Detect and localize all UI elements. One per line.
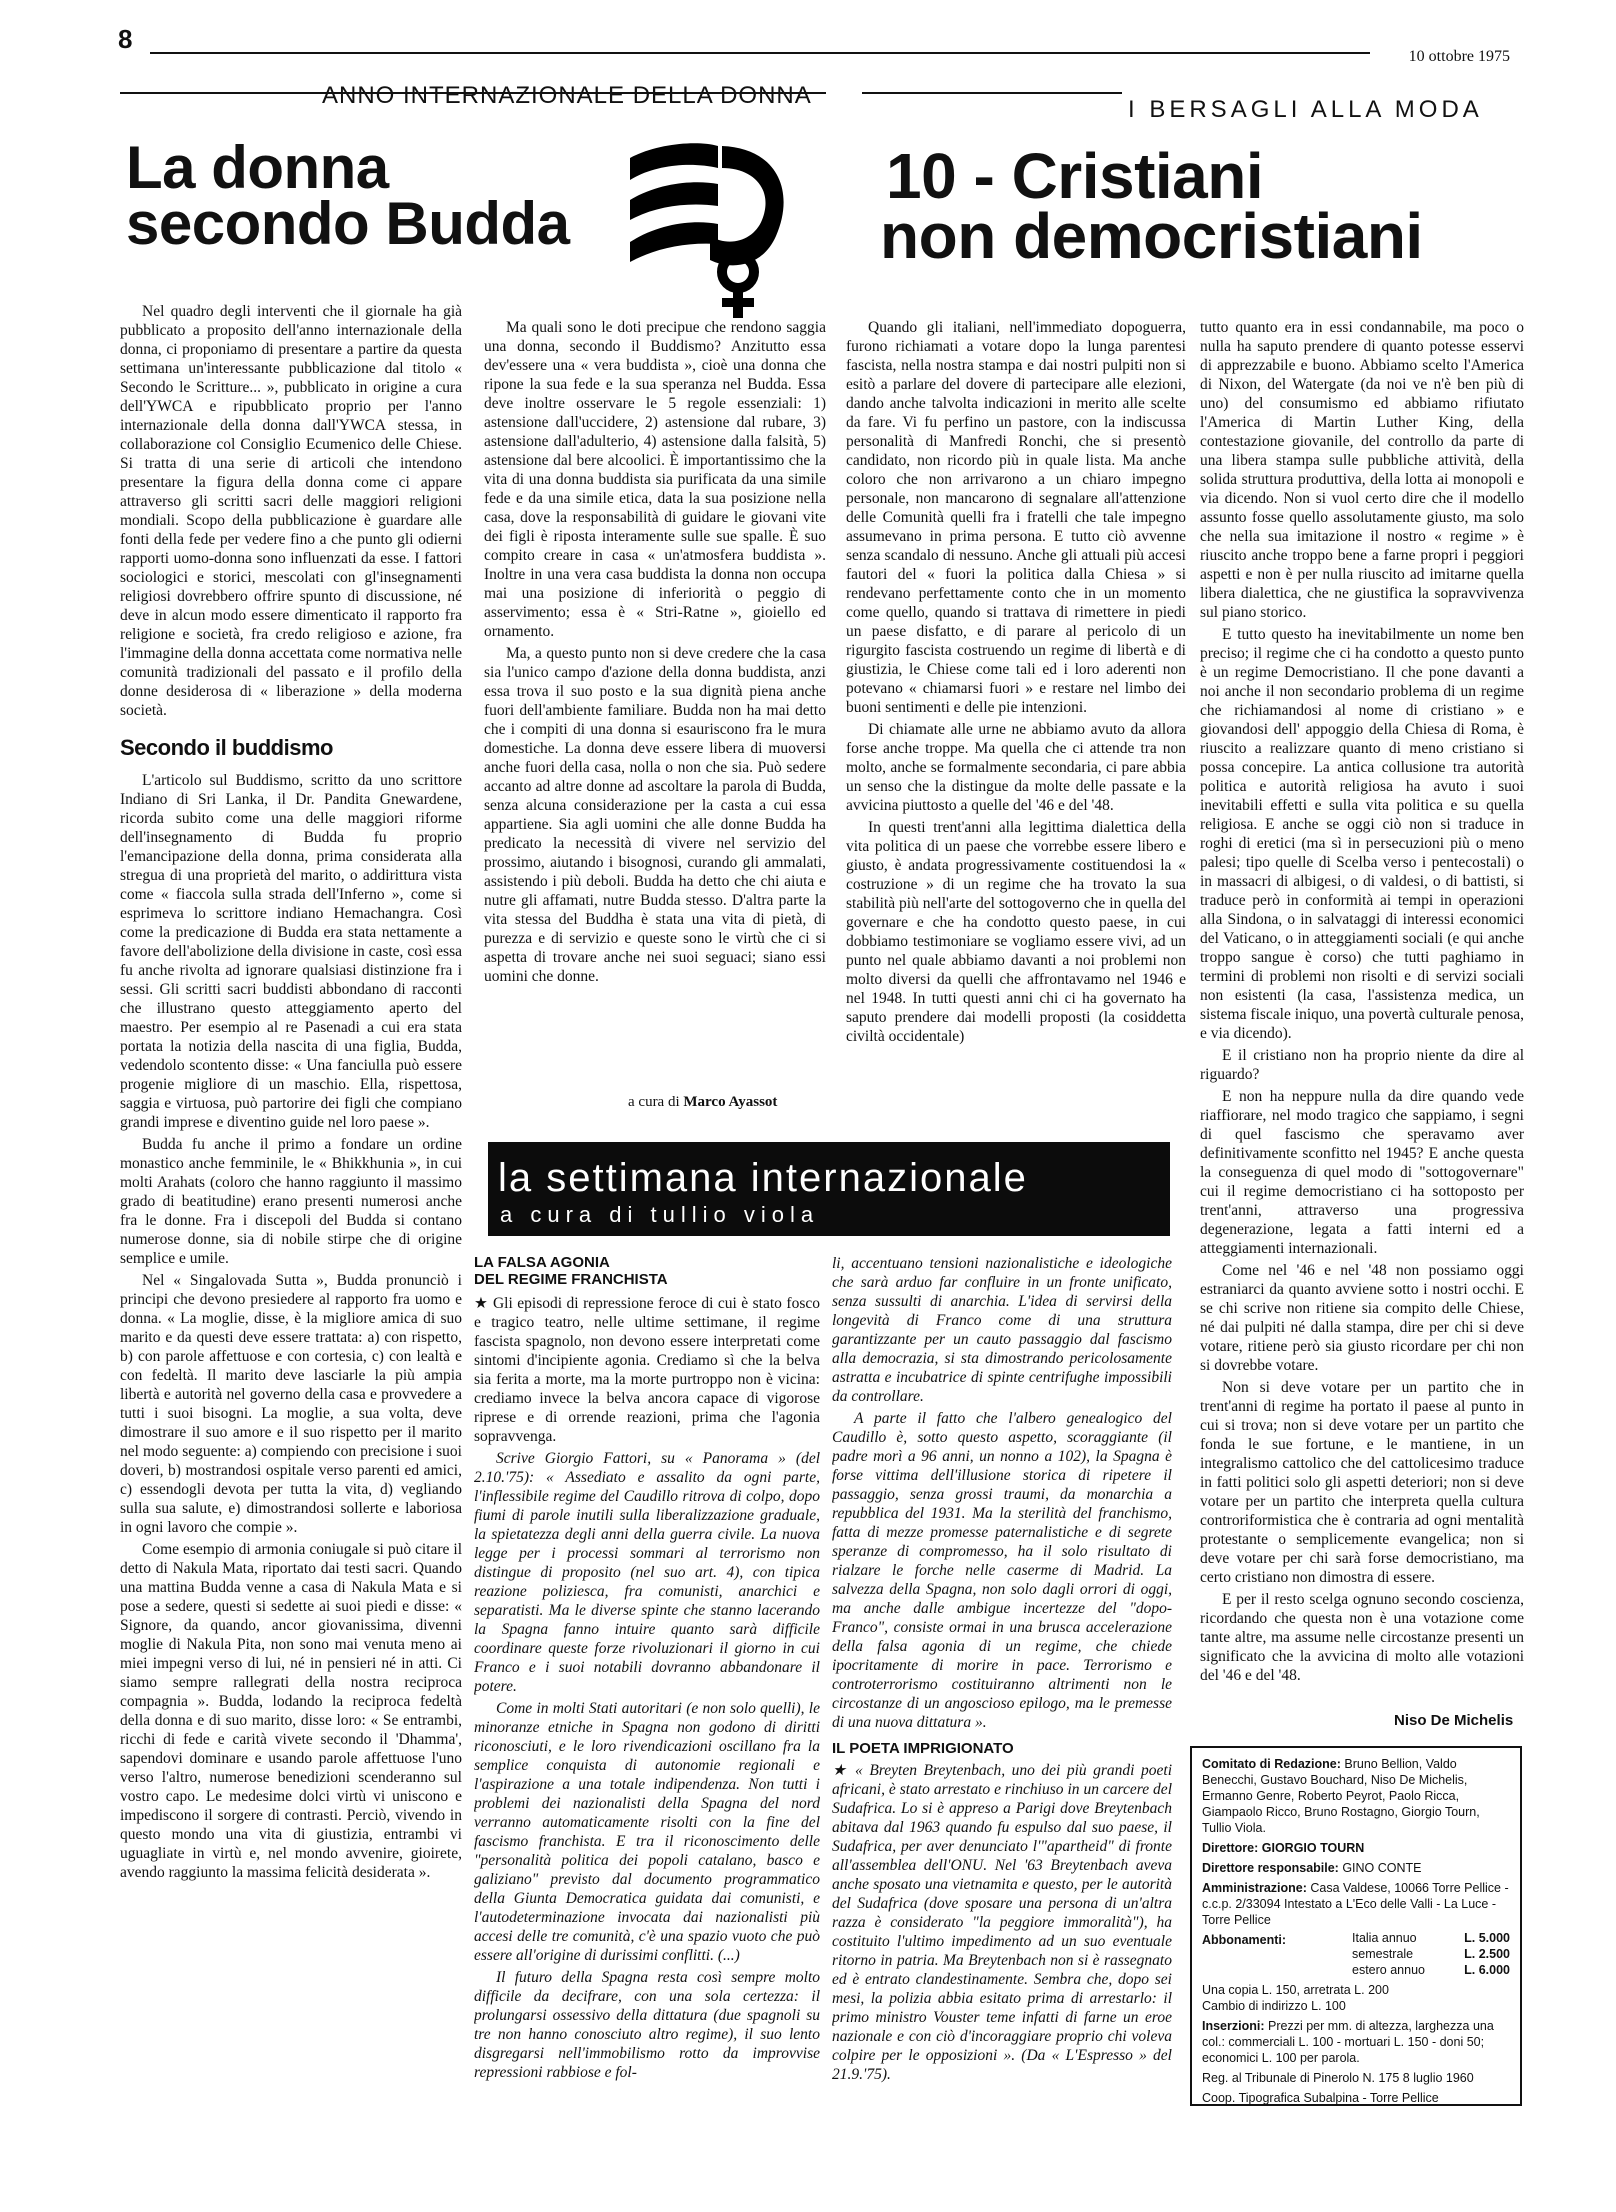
abb-row xyxy=(1202,1962,1510,1978)
women-year-logo-icon xyxy=(626,140,796,320)
direttore-name: GIORGIO TOURN xyxy=(1261,1841,1365,1855)
inserzioni xyxy=(1202,2018,1510,2066)
top-rule xyxy=(150,52,1370,54)
body-paragraph: E non ha neppure nulla da dire quando vede riaffiorare, nel modo tragico che sappiamo, i segni di quel fascismo che speravamo aver definitivamente sconfitto nel 1945? E anche questa la conseguenza di quel modo di "sottogovernare" cui il regime democristiano ci ha sottoposto per trent'anni, attraverso una progressiva degenerazione, legata a fatti interni ed a atteggiamenti internazionali. xyxy=(1200,1088,1524,1257)
body-paragraph: ★ Gli episodi di repressione feroce di cui è stato fosco e tragico teatro, nelle ultime settimane, il regime fascista spagnolo, non devono essere interpretati come sintomi d'incipiente agonia. Crediamo sì che la belva sia ferita a morte, ma la morte purtroppo non è vicina: crediamo invece la belva ancora capace di vigorose riprese e di orrende reazioni, prima che l'agonia sopravvenga. xyxy=(474,1295,820,1445)
credit-prefix: a cura di xyxy=(628,1094,680,1110)
abb-row-price: L. 2.500 xyxy=(1464,1947,1510,1961)
amm-label: Amministrazione: xyxy=(1202,1881,1307,1895)
abb-row-label: estero annuo xyxy=(1352,1963,1425,1977)
body-paragraph: Scrive Giorgio Fattori, su « Panorama » (del 2.10.'75): « Assediato e assalito da ogni parte, l'inflessibile regime del Caudillo ritrova di colpo, dopo fiumi di parole inutili sulla liberalizzazione graduale, la spietatezza degli anni della guerra civile. La nuova legge per i processi sommari al terrorismo non distingue di proposito (nel suo art. 4), con tipica reazione poliziesca, fra comunisti, anarchici e separatisti. Ma le diverse spinte che stanno lacerando la Spagna fanno intuire quanto sarà difficile coordinare queste forze rivoluzionari il giorno in cui Franco e i suoi notabili dovranno abbandonare il potere. xyxy=(474,1450,820,1695)
body-paragraph: E il cristiano non ha proprio niente da dire al riguardo? xyxy=(1200,1047,1524,1083)
ins-label: Inserzioni: xyxy=(1202,2019,1265,2033)
article3-heading xyxy=(474,1254,820,1288)
body-paragraph: In questi trent'anni alla legittima dialettica della vita politica di un paese che vorrebbe essere libero e giusto, è andata progressivamente costituendosi la « costruzione » di un regime che ha trovato la sua stabilità più nell'arte del sottogoverno che in quella del governare e che ha condotto questo paese, in cui dobbiamo testimoniare se vogliamo essere vivi, ad un punto nel quale abbiamo davanti a noi problemi non molto diversi da quelli che affrontavamo nel 1946 e nel 1948. In tutti questi anni chi ci ha governato ha saputo prendere dai modelli proposti (la cosiddetta civiltà occidentale) xyxy=(846,819,1186,1045)
body-paragraph: Come in molti Stati autoritari (e non solo quelli), le minoranze etniche in Spagna non godono di diritti riconosciuti, e le loro rivendicazioni oscillano fra la semplice conquista di autonomie regionali e l'aspirazione a una totale indipendenza. Non tutti i problemi dei nazionalisti della Spagna del nord verranno automaticamente risolti con la fine del fascismo franchista. E tra il riconoscimento delle "personalità politica dei popoli catalano, basco e galiziano" previsto dal documento programmatico della Giunta Democratica guidata dai comunisti, e l'autodeterminazione invocata dai nazionalisti più accesi delle tre comunità, c'è una spazio vuoto che può essere all'origine di durissimi conflitti. (...) xyxy=(474,1700,820,1964)
article1-credit xyxy=(628,1094,777,1111)
amm-text: Casa Valdese, 10066 Torre Pellice - c.c.p. 2/33094 Intestato a L'Eco delle Valli - La Luce - Torre Pellice xyxy=(1202,1881,1509,1927)
poet-heading: IL POETA IMPRIGIONATO xyxy=(832,1740,1014,1757)
body-paragraph: Come esempio di armonia coniugale si può citare il detto di Nakula Mata, riportato dai testi sacri. Quando una mattina Budda venne a casa di Nakula Mata e si pose a sedere, questi si sedette ai suoi piedi e disse: « Signore, da quando, ancor giovanissima, divenni moglie di Nakula Pita, non sono mai venuta meno ai miei impegni verso di lui, né in pensieri né in atti. Ci siamo sempre rallegrati della nostra reciproca compagnia ». Budda, lodando la reciproca fedeltà della donna e di suo marito, disse loro: « Se entrambi, ricchi di fede e carità vivete secondo il 'Dhamma', sapendovi dominare e usando parole affettuose l'uno verso l'altro, numerose benedizioni scenderanno sul vostro capo. Le medesime dolci virtù vi uniscono e impediscono il sorgere di contrasti. Perciò, vivendo in questo mondo una vita di giustizia, entrambi vi uguagliate in virtù e, nel mondo avvenire, gioirete, avendo raggiunto la massima felicità desiderata ». xyxy=(120,1541,462,1881)
abb-row-label: semestrale xyxy=(1352,1947,1414,1961)
abb-row-label: Italia annuo xyxy=(1352,1931,1417,1945)
amministrazione xyxy=(1202,1880,1510,1928)
article2-signature: Niso De Michelis xyxy=(1394,1712,1514,1729)
article3-column-b xyxy=(832,1254,1172,2124)
section-rule-right xyxy=(862,92,1122,94)
abb-row-price: L. 5.000 xyxy=(1464,1931,1510,1945)
masthead-box xyxy=(1190,1746,1522,2106)
article1-column-2 xyxy=(484,318,826,1088)
abb-label: Abbonamenti: xyxy=(1202,1933,1287,1947)
abb-row xyxy=(1202,1946,1510,1962)
intro-paragraph: Nel quadro degli interventi che il giornale ha già pubblicato a proposito dell'anno internazionale della donna, ci proponiamo di presentare a partire da questa settimana un'interessante pubblicazione dal titolo « Secondo le Scritture... », pubblicato in origine a cura dell'YWCA e ripubblicato proprio per l'anno internazionale della donna dall'YWCA stessa, in collaborazione col Consiglio Ecumenico delle Chiese. Si tratta di una serie di articoli che intendono presentare la figura della donna come ci appare attraverso gli scritti sacri delle maggiori religioni mondiali. Scopo della pubblicazione è guardare alle fonti della fede per vedere fino a che punto gli odierni rapporti uomo-donna sono influenzati da esse. I fattori sociologici e storici, mescolati con gl'insegnamenti religiosi dovrebbero offrire spunto di discussione, né deve in alcun modo essere dimenticato il rapporto fra religione e società, fra credo religioso e azione, fra l'immagine della donna accettata come normativa nelle comunità tradizionali del passato e il profilo della donne desiderosa di « liberazione » della moderna società. xyxy=(120,303,462,719)
body-paragraph: E tutto questo ha inevitabilmente un nome ben preciso; il regime che ci ha condotto a questo punto è un regime Democristiano. Il che pone davanti a noi anche il non secondario problema di un regime che richiamandosi al nome di cristiano » e giovandosi dell' appoggio della Chiesa di Roma, è riuscito a realizzare quanto di meno cristiano si possa concepire. La antica collusione tra autorità politica e autorità religiosa ha avuto i suoi inevitabili effetti e sulla vita politica e su quella religiosa. E anche se oggi ciò non si traduce in roghi di eretici (ma sì in persecuzioni più o meno palesi; tipo quelle di Scelba verso i pentecostali) o in massacri di albigesi, o di valdesi, o di battisti, si traduce però in conformità ai tempi in operazioni alla Sindona, o in salvataggi di interessi economici del Vaticano, o in atteggiamenti sociali (e qui anche troppo sangue è corso) che tutti paghiamo in termini di problemi non risolti e di servizi sociali non esistenti (la casa, l'assistenza medica, un sistema fiscale iniquo, una povertà culturale penosa, e via dicendo). xyxy=(1200,626,1524,1042)
abb-row-price: L. 6.000 xyxy=(1464,1963,1510,1977)
cambio-indirizzo: Cambio di indirizzo L. 100 xyxy=(1202,1999,1346,2013)
registrazione: Reg. al Tribunale di Pinerolo N. 175 8 luglio 1960 xyxy=(1202,2071,1474,2085)
body-paragraph: Budda fu anche il primo a fondare un ordine monastico anche femminile, le « Bhikkhunia », in cui molti Arahats (coloro che hanno raggiunto il massimo grado di beatitudine) erano presenti numerosi anche fra le donne. Fra i discepoli del Budda si contano numerose donne, sia di nobile stirpe che di origine semplice e umile. xyxy=(120,1136,462,1267)
body-paragraph: Di chiamate alle urne ne abbiamo avuto da allora forse anche troppe. Ma quella che ci attende tra non molto, anche se formalmente secondaria, ci pare abbia un senso che la distingue da molte delle passate e la avvicina piuttosto a quelle del '46 e del '48. xyxy=(846,721,1186,814)
body-paragraph: Quando gli italiani, nell'immediato dopoguerra, furono richiamati a votare dopo la lunga parentesi fascista, nella nostra stampa e dai nostri pulpiti non si esitò a parlare del dovere di partecipare alle elezioni, dando anche talvolta indicazioni in merito alle scelte da fare. Vi fu perfino un pastore, con la indiscussa personalità di Manfredi Ronchi, che si presentò candidato, non ricordo più in quale lista. Ma anche coloro che non arrivarono a un chiaro impegno personale, non mancarono di segnalare all'attenzione delle Comunità quelli fra i fratelli che tale impegno assumevano in prima persona. E tutto ciò avvenne senza scandalo di nessuno. Anche gli attuali più accesi fautori del « fuori la politica dalla Chiesa » si rendevano perfettamente conto che in un momento come quello, quando si trattava di rimettere in piedi un paese disfatto, e di parare al pericolo di un rigurgito fascista costruendo un regime di libertà e di giustizia, le Chiese come tali ed i loro aderenti non potevano « chiamarsi fuori » e restare nel limbo dei buoni sentimenti e delle pie intenzioni. xyxy=(846,319,1186,716)
article3-column-a xyxy=(474,1254,820,2124)
copia-price: Una copia L. 150, arretrata L. 200 xyxy=(1202,1983,1389,1997)
heading-line: LA FALSA AGONIA xyxy=(474,1254,610,1271)
article-title-budda xyxy=(126,134,606,257)
body-paragraph: ★ « Breyten Breytenbach, uno dei più grandi poeti africani, è stato arrestato e rinchiuso in un carcere del Sudafrica. Lo si è appreso a Parigi dove Breytenbach abitava dal 1963 quando fu espulso dal suo paese, il Sudafrica, per aver denunciato l'"apartheid" di fronte all'assemblea dell'ONU. Nel '63 Breytenbach aveva anche sposato una vietnamita e questo, per le autorità del Sudafrica (dove sposare una persona di un'altra razza è considerato "la peggiore immoralità"), ha costituito l'ultimo impedimento ad un suo eventuale ritorno in patria. Ma Breytenbach non si è rassegnato ed è entrato clandestinamente. Sembra che, dopo sei mesi, la polizia abbia esitato prima di arrestarlo: il primo ministro Vouster teme infatti di farne un eroe nazionale e con ciò d'incoraggiare proprio chi voleva colpire per le opposizioni ». (Da « L'Espresso » del 21.9.'75). xyxy=(832,1762,1172,2083)
resp-name: GINO CONTE xyxy=(1342,1861,1422,1875)
section-label-left: ANNO INTERNAZIONALE DELLA DONNA xyxy=(322,82,812,109)
body-paragraph: L'articolo sul Buddismo, scritto da uno scrittore Indiano di Sri Lanka, il Dr. Pandita Gnewardene, ricorda subito come una delle maggiori riforme dell'insegnamento di Budda fu proprio l'emancipazione della donna, prima considerata alla stregua di una proprietà del marito, o addirittura vista come « fiaccola sulla strada dell'Inferno », come si esprimeva lo scrittore indiano Hemachangra. Così come la predicazione di Budda era stata nettamente a favore dell'abolizione della divisione in caste, così essa fu anche rivolta ad ignorare qualsiasi distinzione fra i sessi. Gli scritti sacri buddisti abbondano di racconti che illustrano questo atteggiamento aperto del maestro. Per esempio al re Pasenadi a cui era stata portata la notizia della nascita di una figlia, Budda, vedendolo scontento disse: « Una fanciulla può essere progenie migliore di un maschio. Ella, rispettosa, saggia e virtuosa, può partorire dei figli che compiano grandi imprese e diventino guide nel loro paese ». xyxy=(120,772,462,1131)
title-line: 10 - Cristiani xyxy=(886,140,1264,212)
article2-column-4 xyxy=(1200,318,1524,1704)
article1-column-1 xyxy=(120,302,462,2124)
direttore-label: Direttore: xyxy=(1202,1841,1259,1855)
title-line: non democristiani xyxy=(880,200,1423,272)
body-paragraph: Ma, a questo punto non si deve credere che la casa sia l'unico campo d'azione della donna buddista, anzi essa trova il suo posto e la sua dignità piena anche fuori dell'ambiente familiare. Budda non ha mai detto che i compiti di una donna si esauriscono fra le mura domestiche. La donna deve essere libera di muoversi anche fuori della casa, nolla o non che sia. Può sedere accanto ad altre donne ad ascoltare la parola di Budda, senza alcuna considerazione per la casta a cui essa appartiene. Sia agli uomini che alle donne Budda ha predicato la necessità di vivere nel servizio del prossimo, aiutando i bisognosi, curando gli ammalati, assistendo i più deboli. Budda ha detto che chi aiuta e nutre gli affamati, nutre Budda stesso. D'altra parte la vita stessa del Buddha è stata una vita di pietà, di purezza e di servizio e queste sono le virtù che ci si aspetta di trovare anche nei suoi seguaci; siano essi uomini che donne. xyxy=(484,645,826,985)
body-paragraph: li, accentuano tensioni nazionalistiche e ideologiche che sarà arduo far confluire in un fronte unificato, senza sussulti di anarchia. L'idea di servirsi della longevità di Franco come di una struttura garantizzante per un cauto passaggio dal fascismo alla democrazia, si sta dimostrando pericolosamente astratta e incubatrice di spinte centrifughe impossibili da controllare. xyxy=(832,1255,1172,1405)
credit-author: Marco Ayassot xyxy=(683,1094,778,1110)
redazione-label: Comitato di Redazione: xyxy=(1202,1757,1341,1771)
body-paragraph: E per il resto scelga ognuno secondo coscienza, ricordando che questa non è una votazione come tante altre, ma assume nelle circostanze presenti un significato che la avvicina di molto alle votazioni del '46 e del '48. xyxy=(1200,1591,1524,1684)
subhead-buddismo: Secondo il buddismo xyxy=(120,735,333,760)
redazione xyxy=(1202,1756,1510,1836)
body-paragraph: Il futuro della Spagna resta così sempre molto difficile da decifrare, con una sola certezza: il prolungarsi ossessivo della dittatura (due spagnoli su tre non hanno conosciuto altro regime), il suo lento disgregarsi nell'immobilismo rotto da improvvise repressioni rabbiose e fol- xyxy=(474,1969,820,2081)
body-paragraph: Come nel '46 e nel '48 non possiamo oggi estraniarci da quanto avviene sotto i nostri occhi. E se chi scrive non ritiene sia compito delle Chiese, né dai pulpiti né dalla stampa, dire per chi si deve votare, ritiene però sia giusto ricordare per chi non si dovrebbe votare. xyxy=(1200,1262,1524,1374)
heading-line: DEL REGIME FRANCHISTA xyxy=(474,1271,668,1288)
body-paragraph: Non si deve votare per un partito che in trent'anni di regime ha portato il paese al punto in cui si trova; non si deve votare per un partito che fonda le sue fortune, e le mantiene, in un integralismo cattolico che del cattolicesimo traduce in fatti politici solo gli aspetti deteriori; non si deve votare per un partito che interpreta quella cultura controriformistica che è contraria ad ogni mentalità protestante o semplicemente evangelica; non si deve votare per chi sarà forse democristiano, ma certo cristiano non dimostra di essere. xyxy=(1200,1379,1524,1586)
section-label-right: I BERSAGLI ALLA MODA xyxy=(1128,96,1483,123)
page-date: 10 ottobre 1975 xyxy=(1408,48,1510,65)
article2-column-3 xyxy=(846,318,1186,1108)
body-paragraph: tutto quanto era in essi condannabile, ma poco o nulla ha saputo prendere di quanto potesse esservi di apprezzabile e buono. Abbiamo scelto l'America di Nixon, del Watergate (da noi ve n'è ben più di uno) del consumismo ed abbiamo rifiutato l'America di Martin Luther King, della contestazione giovanile, del controllo da parte di una libera stampa sulle pubbliche attività, della solida struttura produttiva, della lotta ai monopoli e via dicendo. Non si vuol certo dire che il modello assunto fosse quello assolutamente giusto, ma solo che nella sua imitazione il nostro « regime » è riuscito anche troppo bene a farne propri i peggiori aspetti e non è per nulla riuscito ad imitarne quella libera dialettica, che ne giustifica la sopravvivenza sul piano storico. xyxy=(1200,319,1524,621)
title-line: secondo Budda xyxy=(126,190,570,257)
banner-subtitle: a cura di tullio viola xyxy=(500,1202,820,1227)
title-line: La donna xyxy=(126,134,389,201)
settimana-banner xyxy=(488,1142,1170,1236)
direttore-responsabile xyxy=(1202,1860,1510,1876)
banner-title: la settimana internazionale xyxy=(498,1156,1028,1200)
body-paragraph: Ma quali sono le doti precipue che rendono saggia una donna, secondo il Buddismo? Anzitutto essa dev'essere una « vera buddista », cioè una donna che ripone la sua fede e la sua speranza nel Budda. Essa deve inoltre osservare le 5 regole essenziali: 1) astensione dall'uccidere, 2) astensione dal rubare, 3) astensione dall'adulterio, 4) astensione dalla falsità, 5) astensione dal bere alcoolici. È importantissimo che la vita di una donna buddista sia purificata da una simile fede e da una simile etica, data la sua posizione nella casa, dove la responsabilità di guidare le giovani vite dei figli è riposta interamente sulle sue spalle. È suo compito creare in casa « un'atmosfera buddista ». Inoltre in una vera casa buddista la donna non occupa mai una posizione di inferiorità o peggio di asservimento; essa è « Stri-Ratne », gioiello ed ornamento. xyxy=(484,319,826,640)
tipografia: Coop. Tipografica Subalpina - Torre Pellice xyxy=(1202,2091,1439,2105)
body-paragraph: Nel « Singalovada Sutta », Budda pronunciò i principi che devono presiedere al rapporto fra uomo e donna. « La moglie, disse, è la migliore amica di suo marito e da questi deve essere trattata: a) con rispetto, b) con parole affettuose e con cortesia, c) con lealtà e con fedeltà. Il marito deve lasciarle la più ampia libertà e autorità nel governo della casa e provvedere a tutti i suoi bisogni. La moglie, a sua volta, deve dimostrare il suo amore e il suo rispetto per il marito nel modo seguente: a) compiendo con precisione i suoi doveri, b) mostrandosi ospitale verso parenti ed amici, c) essendogli devota per tutta la vita, d) vegliando sulla sua salute, e) dimostrandosi sollerte e laboriosa in ogni lavoro che compie ». xyxy=(120,1272,462,1536)
resp-label: Direttore responsabile: xyxy=(1202,1861,1339,1875)
page-number: 8 xyxy=(118,24,133,54)
body-paragraph: A parte il fatto che l'albero genealogico del Caudillo è, sotto questo aspetto, scoraggiante (il padre morì a 96 anni, un nonno a 102), la Spagna è forse vittima dell'illusione storica di ripetere il passaggio, senza grossi traumi, da monarchia a repubblica del 1931. Ma la sterilità del franchismo, fatta di mezze promesse paternalistiche e di segrete speranze di compromesso, ha il solo risultato di rialzare le forche nelle caserme di Madrid. La salvezza della Spagna, non solo dagli orrori di oggi, ma anche dalle ambigue incertezze del "dopo-Franco", consiste ormai in una brusca accelerazione della falsa agonia di un regime, che chiede ipocritamente di morire in pace. Terrorismo e controterrorismo costituiranno altrimenti non le circostanze di un angoscioso epilogo, ma le premesse di una nuova dittatura ». xyxy=(832,1410,1172,1731)
article-title-cristiani xyxy=(880,140,1530,272)
ins-text: Prezzi per mm. di altezza, larghezza una col.: commerciali L. 100 - mortuari L. 150 - doni 50; economici L. 100 per parola. xyxy=(1202,2019,1494,2065)
direttore xyxy=(1202,1840,1510,1856)
redazione-names: Bruno Bellion, Valdo Benecchi, Gustavo Bouchard, Niso De Michelis, Ermanno Genre, Roberto Peyrot, Paolo Ricca, Giampaolo Ricco, Bruno Rostagno, Giorgio Tourn, Tullio Viola. xyxy=(1202,1757,1480,1835)
